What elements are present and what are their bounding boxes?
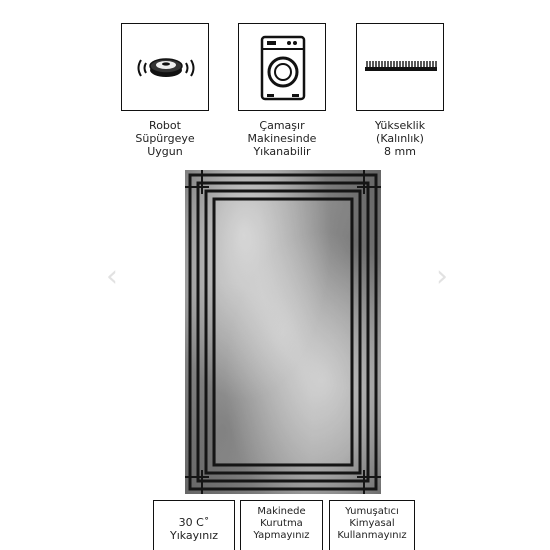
next-arrow-button[interactable]: › [436,259,448,294]
washing-machine-feature-box [238,23,326,111]
rug-frame-pattern [185,170,381,494]
robot-vacuum-label: Robot Süpürgeye Uygun [135,119,195,158]
care-no-softener-box: Yumuşatıcı Kimyasal Kullanmayınız [329,500,415,550]
robot-vacuum-feature-box [121,23,209,111]
care-no-dryer-box: Makinede Kurutma Yapmayınız [240,500,323,550]
rug-product-image [185,170,381,494]
prev-arrow-button[interactable]: ‹ [106,259,118,294]
washing-machine-label: Çamaşır Makinesinde Yıkanabilir [247,119,317,158]
pile-height-feature-box [356,23,444,111]
care-wash-30c-box: 30 C˚ Yıkayınız [153,500,235,550]
robot-vacuum-icon [122,24,210,112]
pile-height-icon [357,24,445,112]
washing-machine-icon [239,24,327,112]
pile-height-label: Yükseklik (Kalınlık) 8 mm [374,119,426,158]
